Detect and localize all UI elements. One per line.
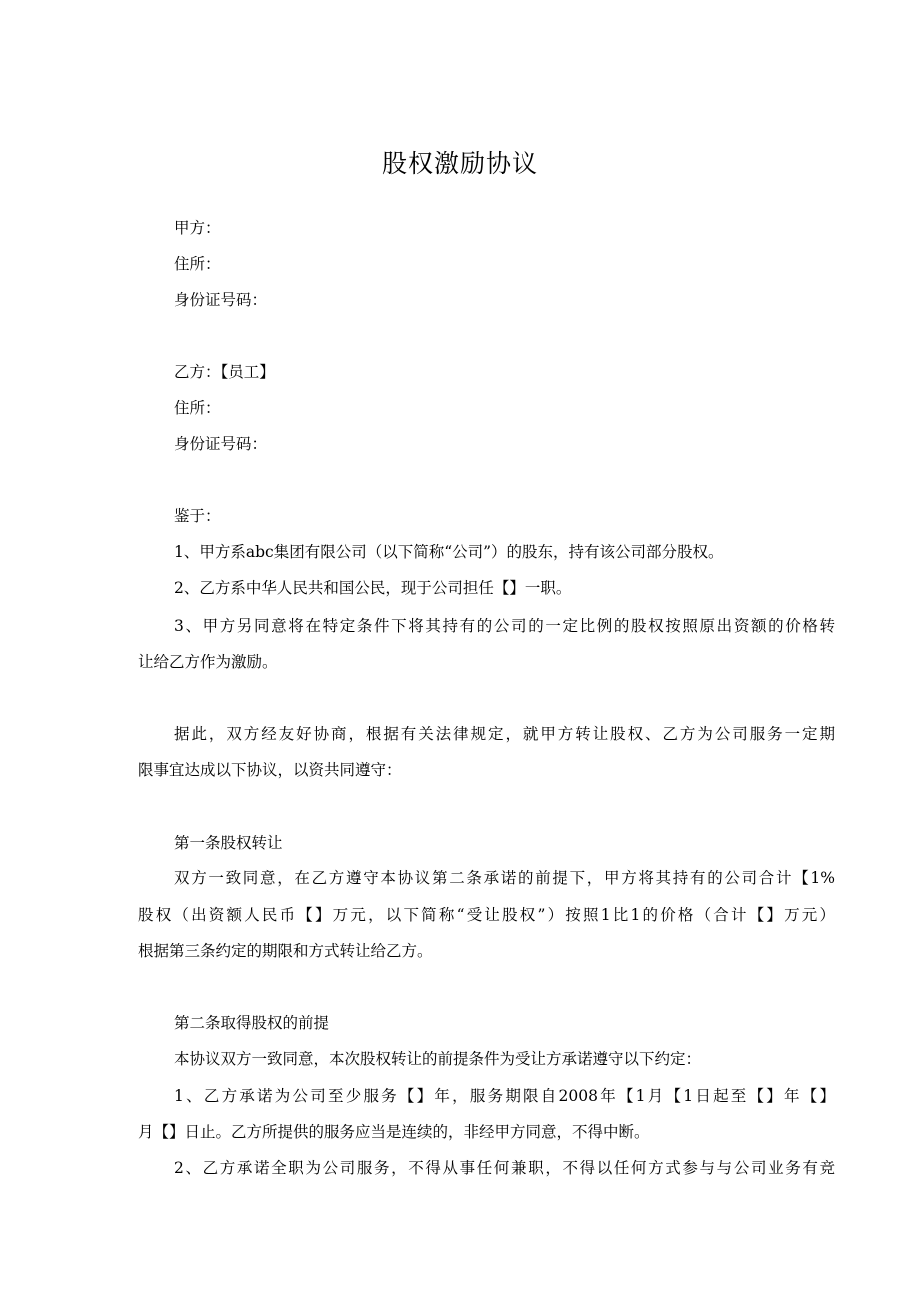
document-title: 股权激励协议 bbox=[381, 149, 538, 178]
agreement-intro-line-1: 据此，双方经友好协商，根据有关法律规定，就甲方转让股权、乙方为公司服务一定期 bbox=[174, 725, 835, 743]
whereas-heading: 鉴于： bbox=[174, 507, 221, 525]
party-b-address: 住所： bbox=[174, 399, 221, 417]
party-a-label: 甲方： bbox=[174, 219, 221, 237]
article-2-intro: 本协议双方一致同意，本次股权转让的前提条件为受让方承诺遵守以下约定： bbox=[174, 1050, 702, 1068]
whereas-item-1: 1、甲方系abc集团有限公司（以下简称“公司”）的股东，持有该公司部分股权。 bbox=[174, 543, 724, 561]
article-2-item-2-line-1: 2、乙方承诺全职为公司服务，不得从事任何兼职，不得以任何方式参与与公司业务有竞 bbox=[174, 1159, 835, 1177]
party-b-id-number: 身份证号码： bbox=[174, 435, 268, 453]
whereas-item-3-line-1: 3、甲方另同意将在特定条件下将其持有的公司的一定比例的股权按照原出资额的价格转 bbox=[174, 617, 835, 635]
article-2-heading: 第二条取得股权的前提 bbox=[174, 1014, 330, 1032]
article-2-item-1-line-2: 月【】日止。乙方所提供的服务应当是连续的，非经甲方同意，不得中断。 bbox=[138, 1123, 650, 1141]
agreement-intro-line-2: 限事宜达成以下协议，以资共同遵守： bbox=[138, 761, 402, 779]
party-b-label: 乙方：【员工】 bbox=[174, 363, 275, 381]
whereas-item-3-line-2: 让给乙方作为激励。 bbox=[138, 653, 278, 671]
article-1-line-1: 双方一致同意，在乙方遵守本协议第二条承诺的前提下，甲方将其持有的公司合计【1% bbox=[174, 869, 835, 887]
whereas-item-2: 2、乙方系中华人民共和国公民，现于公司担任【】一职。 bbox=[174, 579, 572, 597]
article-2-item-1-line-1: 1、乙方承诺为公司至少服务【】年，服务期限自2008年【1月【1日起至【】年【】 bbox=[174, 1087, 835, 1105]
party-a-id-number: 身份证号码： bbox=[174, 291, 268, 309]
party-a-address: 住所： bbox=[174, 255, 221, 273]
article-1-heading: 第一条股权转让 bbox=[174, 834, 283, 852]
article-1-line-3: 根据第三条约定的期限和方式转让给乙方。 bbox=[138, 942, 433, 960]
article-1-line-2: 股权（出资额人民币【】万元，以下简称“受让股权”）按照1比1的价格（合计【】万元） bbox=[138, 906, 835, 924]
